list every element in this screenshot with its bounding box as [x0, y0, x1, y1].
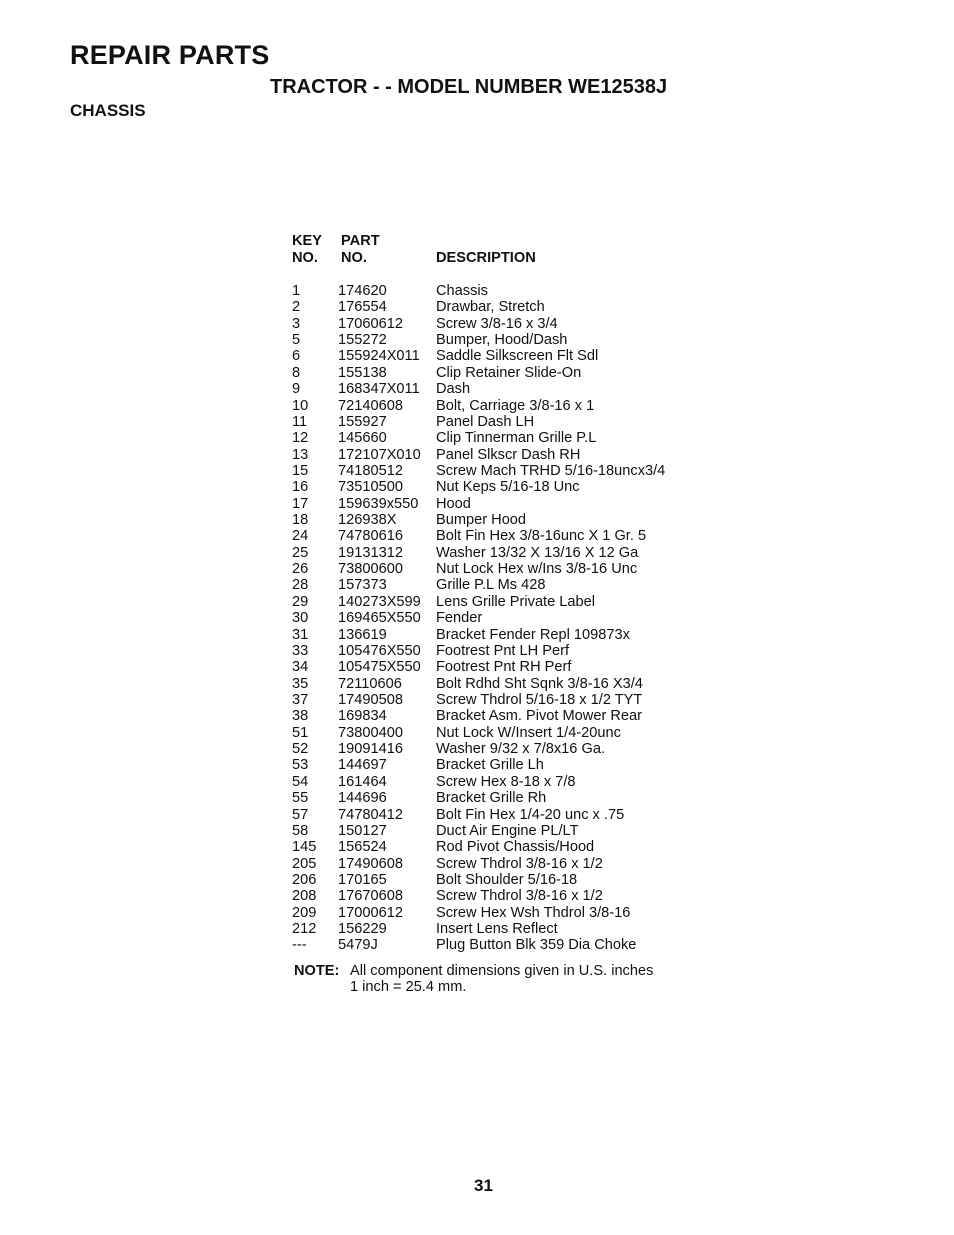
description-cell: Hood — [436, 495, 471, 512]
page-number: 31 — [474, 1176, 493, 1195]
description-cell: Lens Grille Private Label — [436, 593, 595, 610]
key-cell: 206 — [292, 871, 317, 888]
key-cell: 9 — [292, 381, 301, 398]
part-number-cell: 169465X550 — [338, 610, 421, 627]
description-cell: Screw Hex Wsh Thdrol 3/8-16 — [436, 904, 631, 921]
key-cell: 209 — [292, 904, 317, 921]
key-cell: 52 — [292, 741, 309, 758]
key-cell: 53 — [292, 757, 309, 774]
key-cell: 3 — [292, 315, 301, 332]
part-number-cell: 105475X550 — [338, 659, 421, 676]
key-cell: 10 — [292, 397, 309, 414]
description-cell: Washer 13/32 X 13/16 X 12 Ga — [436, 544, 639, 561]
part-number-cell: 72110606 — [338, 675, 402, 692]
key-cell: 12 — [292, 430, 309, 447]
part-number-cell: 126938X — [338, 512, 397, 529]
key-cell: 54 — [292, 773, 309, 790]
part-number-cell: 17060612 — [338, 315, 403, 332]
key-cell: 51 — [292, 724, 309, 741]
part-number-cell: 174620 — [338, 283, 387, 299]
part-number-cell: 145660 — [338, 430, 387, 447]
description-cell: Panel Dash LH — [436, 413, 535, 430]
part-number-cell: 155272 — [338, 332, 387, 349]
part-number-cell: 17000612 — [338, 904, 403, 921]
part-header-line2: NO. — [341, 250, 367, 266]
part-number-cell: 150127 — [338, 822, 387, 839]
key-cell: 24 — [292, 528, 309, 545]
key-cell: 208 — [292, 888, 317, 905]
description-cell: Screw Thdrol 3/8-16 x 1/2 — [436, 855, 603, 872]
description-cell: Footrest Pnt RH Perf — [436, 659, 572, 676]
key-cell: 8 — [292, 364, 301, 381]
description-cell: Bolt, Carriage 3/8-16 x 1 — [436, 397, 595, 414]
part-number-cell: 156229 — [338, 921, 387, 938]
key-cell: 33 — [292, 642, 309, 659]
part-number-cell: 161464 — [338, 773, 387, 790]
description-cell: Duct Air Engine PL/LT — [436, 822, 579, 839]
description-cell: Screw Thdrol 3/8-16 x 1/2 — [436, 888, 603, 905]
description-cell: Plug Button Blk 359 Dia Choke — [436, 937, 637, 954]
description-cell: Bracket Fender Repl 109873x — [436, 626, 630, 643]
key-cell: 11 — [292, 413, 308, 430]
section-heading: CHASSIS — [70, 101, 146, 120]
note-line-1: All component dimensions given in U.S. inches — [350, 963, 654, 979]
part-number-cell: 140273X599 — [338, 593, 421, 610]
key-cell: 15 — [292, 462, 309, 479]
part-number-cell: 144696 — [338, 790, 387, 807]
key-cell: 6 — [292, 348, 301, 365]
key-cell: 29 — [292, 593, 309, 610]
part-header-line1: PART — [341, 233, 380, 249]
description-cell: Nut Lock Hex w/Ins 3/8-16 Unc — [436, 561, 638, 578]
key-cell: 2 — [292, 299, 301, 316]
part-number-cell: 17490508 — [338, 691, 403, 708]
key-cell: 30 — [292, 610, 309, 627]
page-title: REPAIR PARTS — [70, 40, 270, 70]
part-number-cell: 74780616 — [338, 528, 403, 545]
part-number-cell: 155927 — [338, 413, 387, 430]
key-cell: 5 — [292, 332, 301, 349]
key-cell: 25 — [292, 544, 309, 561]
description-cell: Drawbar, Stretch — [436, 299, 545, 316]
part-number-cell: 155924X011 — [338, 348, 420, 365]
part-number-cell: 17490608 — [338, 855, 403, 872]
key-cell: 17 — [292, 495, 309, 512]
description-cell: Chassis — [436, 283, 488, 299]
description-cell: Nut Keps 5/16-18 Unc — [436, 479, 580, 496]
description-cell: Bracket Grille Rh — [436, 790, 547, 807]
part-number-cell: 74780412 — [338, 806, 403, 823]
description-cell: Footrest Pnt LH Perf — [436, 642, 570, 659]
note-label: NOTE: — [294, 963, 340, 979]
part-number-cell: 5479J — [338, 937, 378, 954]
note-line-2: 1 inch = 25.4 mm. — [350, 979, 467, 995]
description-cell: Panel Slkscr Dash RH — [436, 446, 581, 463]
part-number-cell: 73800600 — [338, 561, 403, 578]
description-cell: Screw Thdrol 5/16-18 x 1/2 TYT — [436, 691, 643, 708]
description-cell: Screw Hex 8-18 x 7/8 — [436, 773, 576, 790]
description-cell: Bracket Asm. Pivot Mower Rear — [436, 708, 642, 725]
key-cell: 13 — [292, 446, 309, 463]
description-cell: Bolt Shoulder 5/16-18 — [436, 871, 578, 888]
description-cell: Grille P.L Ms 428 — [436, 577, 546, 594]
key-cell: --- — [292, 937, 307, 954]
description-cell: Clip Tinnerman Grille P.L — [436, 430, 597, 447]
key-cell: 34 — [292, 659, 309, 676]
key-cell: 16 — [292, 479, 309, 496]
description-cell: Bolt Fin Hex 3/8-16unc X 1 Gr. 5 — [436, 528, 647, 545]
part-number-cell: 73510500 — [338, 479, 403, 496]
key-cell: 205 — [292, 855, 317, 872]
key-cell: 31 — [292, 626, 309, 643]
part-number-cell: 105476X550 — [338, 642, 421, 659]
part-number-cell: 144697 — [338, 757, 387, 774]
key-cell: 212 — [292, 921, 317, 938]
description-cell: Fender — [436, 610, 483, 627]
key-cell: 28 — [292, 577, 309, 594]
description-cell: Dash — [436, 381, 471, 398]
description-cell: Rod Pivot Chassis/Hood — [436, 839, 595, 856]
description-cell: Screw Mach TRHD 5/16-18uncx3/4 — [436, 462, 666, 479]
description-cell: Washer 9/32 x 7/8x16 Ga. — [436, 741, 605, 758]
description-cell: Bumper, Hood/Dash — [436, 332, 568, 349]
part-number-cell: 19091416 — [338, 741, 403, 758]
key-cell: 145 — [292, 839, 317, 856]
part-number-cell: 73800400 — [338, 724, 403, 741]
key-cell: 26 — [292, 561, 309, 578]
description-cell: Bracket Grille Lh — [436, 757, 544, 774]
part-number-cell: 74180512 — [338, 462, 403, 479]
description-cell: Clip Retainer Slide-On — [436, 364, 582, 381]
part-number-cell: 176554 — [338, 299, 387, 316]
key-cell: 37 — [292, 691, 309, 708]
description-cell: Bumper Hood — [436, 512, 527, 529]
part-number-cell: 72140608 — [338, 397, 403, 414]
part-number-cell: 172107X010 — [338, 446, 421, 463]
description-cell: Insert Lens Reflect — [436, 921, 558, 938]
part-number-cell: 159639x550 — [338, 495, 419, 512]
description-cell: Bolt Fin Hex 1/4-20 unc x .75 — [436, 806, 625, 823]
part-number-cell: 155138 — [338, 364, 387, 381]
description-cell: Bolt Rdhd Sht Sqnk 3/8-16 X3/4 — [436, 675, 643, 692]
part-number-cell: 156524 — [338, 839, 387, 856]
description-cell: Nut Lock W/Insert 1/4-20unc — [436, 724, 621, 741]
model-subtitle: TRACTOR - - MODEL NUMBER WE12538J — [270, 76, 668, 98]
key-cell: 58 — [292, 822, 309, 839]
description-header: DESCRIPTION — [436, 250, 536, 266]
key-cell: 55 — [292, 790, 309, 807]
part-number-cell: 19131312 — [338, 544, 403, 561]
key-cell: 18 — [292, 512, 309, 529]
part-number-cell: 169834 — [338, 708, 387, 725]
key-cell: 35 — [292, 675, 309, 692]
key-header-line1: KEY — [292, 233, 323, 249]
key-header-line2: NO. — [292, 250, 318, 266]
part-number-cell: 170165 — [338, 871, 387, 888]
description-cell: Saddle Silkscreen Flt Sdl — [436, 348, 599, 365]
key-cell: 57 — [292, 806, 309, 823]
key-cell: 38 — [292, 708, 309, 725]
part-number-cell: 168347X011 — [338, 381, 420, 398]
description-cell: Screw 3/8-16 x 3/4 — [436, 315, 558, 332]
part-number-cell: 157373 — [338, 577, 387, 594]
key-cell: 1 — [292, 283, 301, 299]
part-number-cell: 136619 — [338, 626, 387, 643]
part-number-cell: 17670608 — [338, 888, 403, 905]
